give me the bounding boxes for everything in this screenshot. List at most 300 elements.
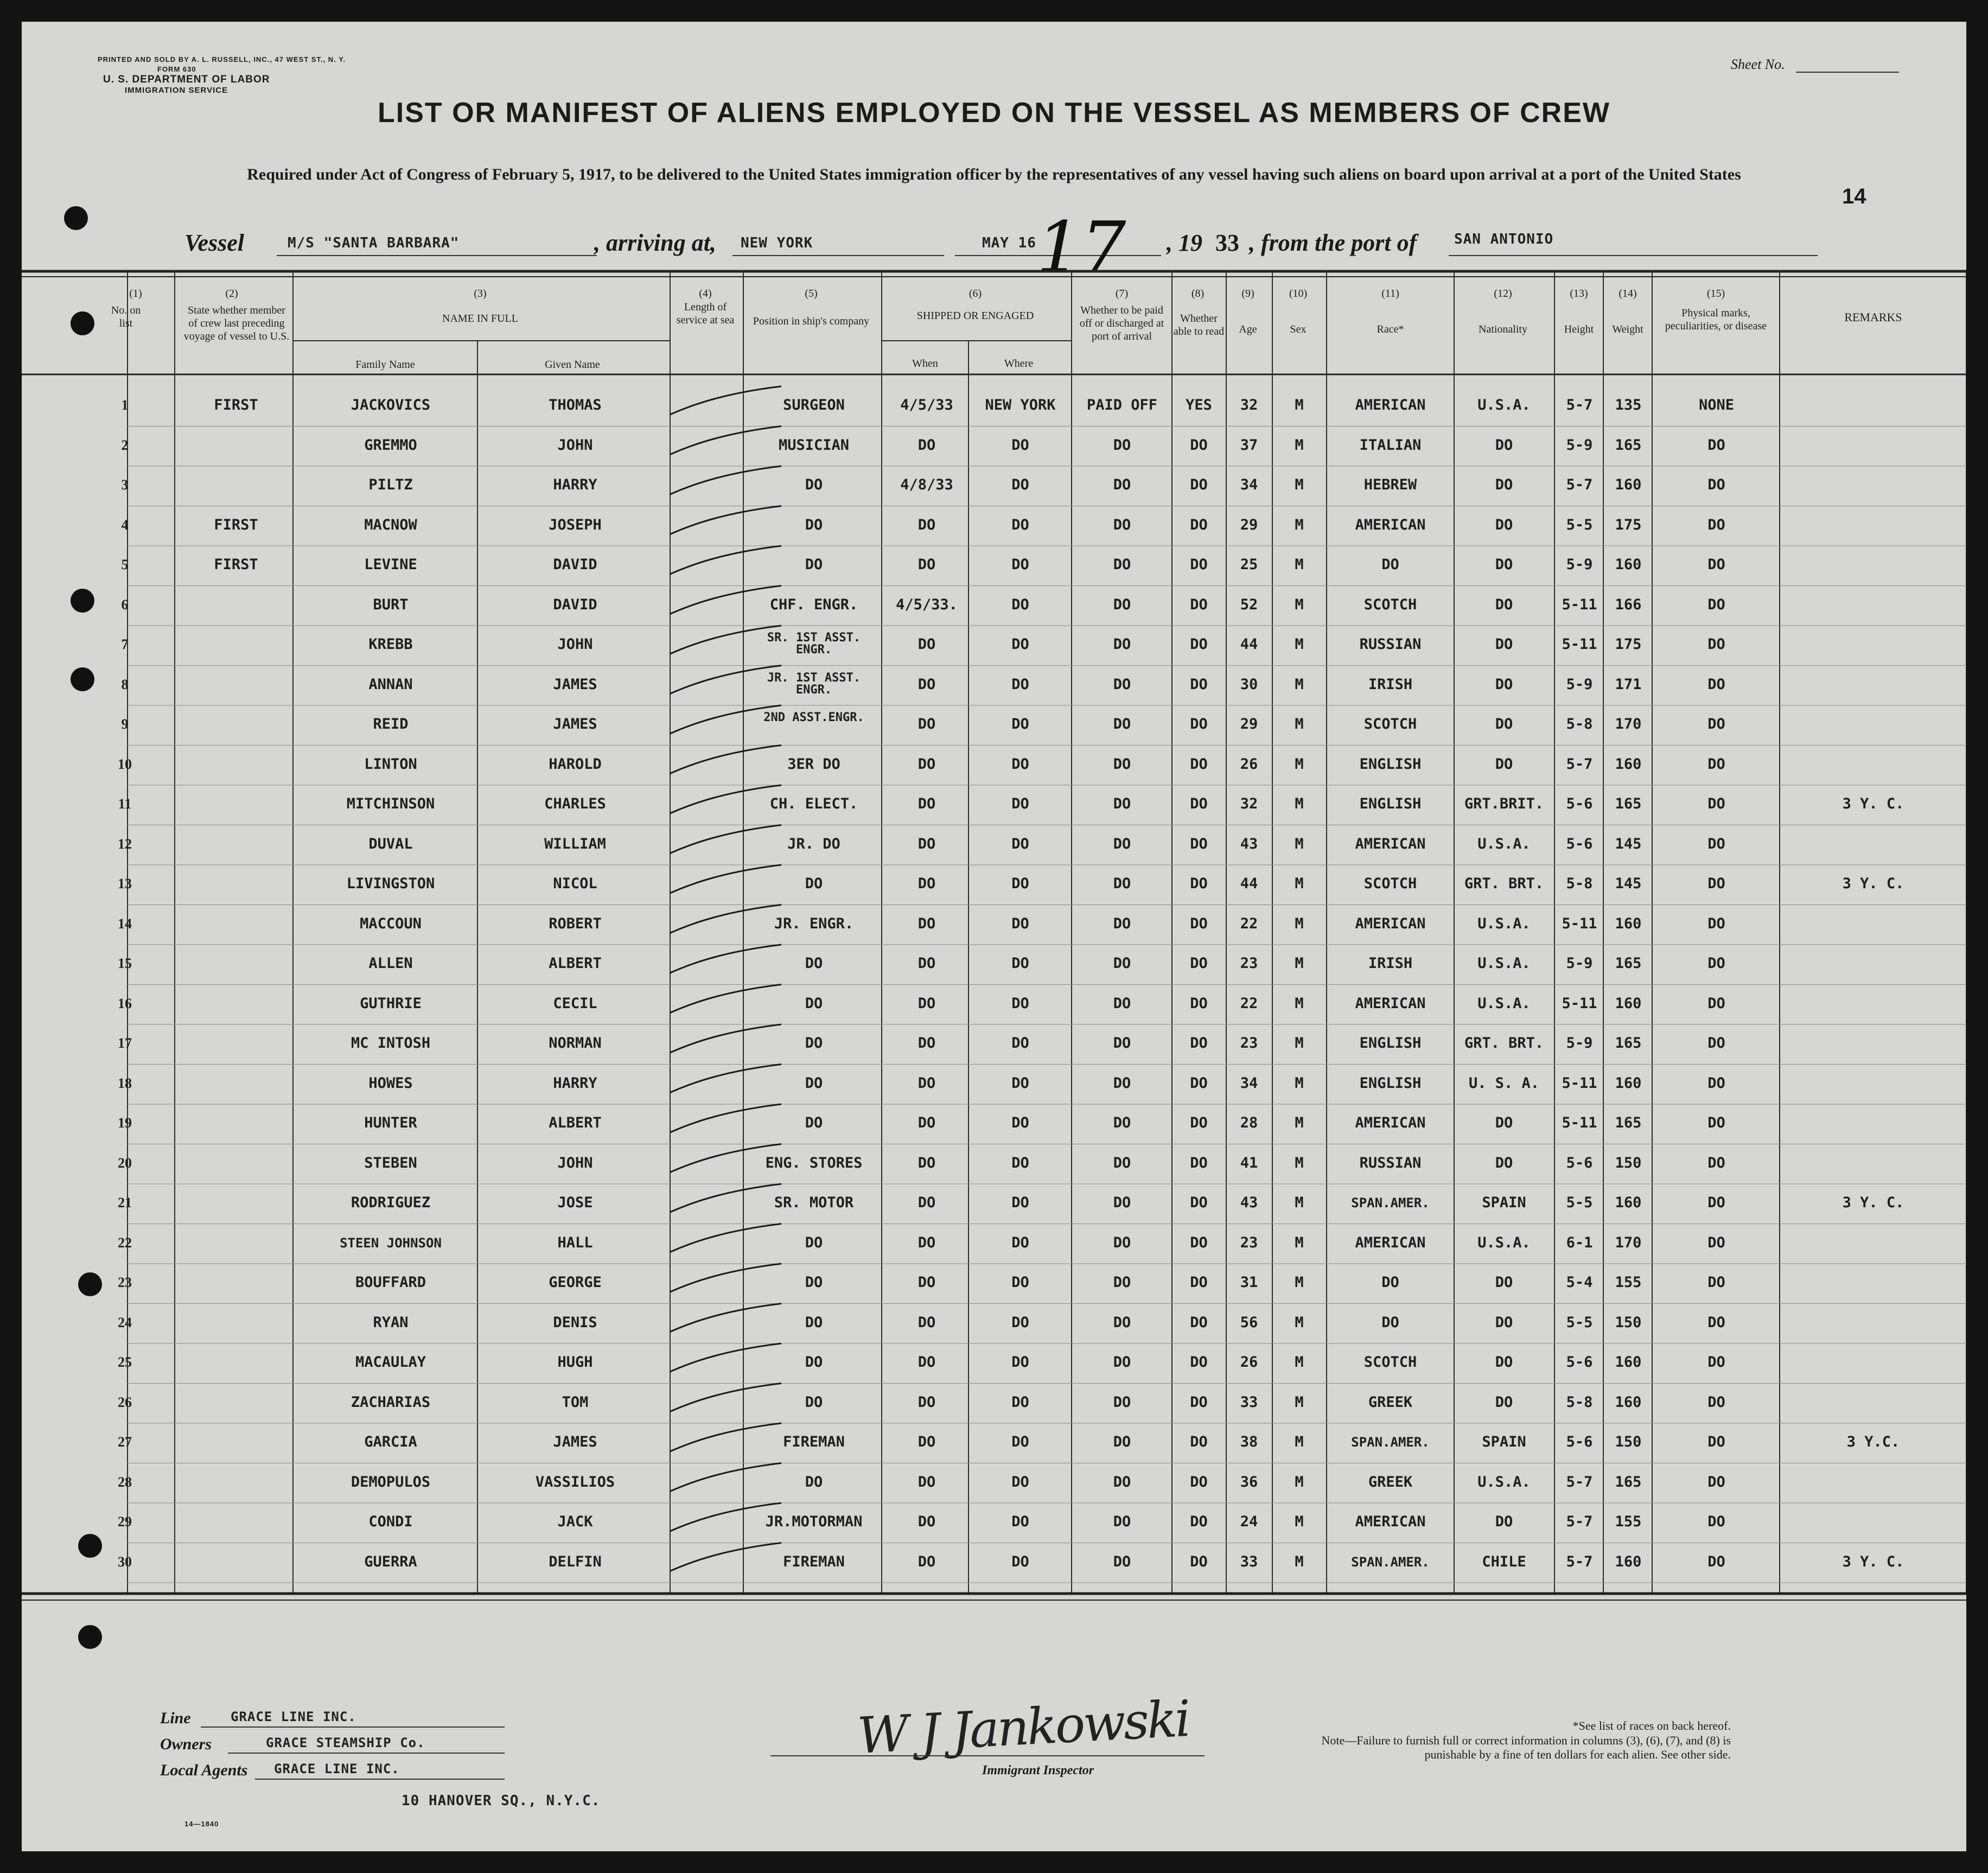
row-age: 23	[1240, 955, 1258, 972]
row-read: DO	[1190, 716, 1208, 732]
row-position: CHF. ENGR.	[769, 596, 858, 613]
row-physical-marks: DO	[1707, 556, 1725, 573]
row-paid-off: DO	[1113, 436, 1131, 454]
row-race: SCOTCH	[1363, 716, 1417, 732]
row-family-name: ALLEN	[368, 955, 413, 972]
row-family-name: STEBEN	[364, 1154, 417, 1171]
row-paid-off: DO	[1113, 1194, 1131, 1211]
row-sex: M	[1295, 1434, 1304, 1450]
row-nationality: U.S.A.	[1477, 995, 1531, 1012]
row-sex: M	[1295, 476, 1304, 493]
header-height: Height	[1564, 323, 1594, 335]
row-shipped-where: DO	[1011, 995, 1029, 1012]
row-age: 32	[1240, 397, 1258, 413]
row-family-name: DUVAL	[368, 835, 413, 852]
row-position: SURGEON	[783, 397, 845, 413]
row-height: 5-5	[1566, 516, 1593, 533]
row-physical-marks: DO	[1707, 636, 1725, 653]
row-height: 5-6	[1566, 1354, 1593, 1371]
row-shipped-where: DO	[1011, 755, 1029, 773]
row-physical-marks: DO	[1707, 436, 1725, 454]
row-position: DO	[805, 995, 823, 1012]
row-given-name: JOHN	[557, 636, 593, 653]
row-nationality: U.S.A.	[1477, 1473, 1531, 1490]
vessel-name: M/S "SANTA BARBARA"	[288, 235, 460, 251]
owners-value: GRACE STEAMSHIP Co.	[266, 1735, 425, 1750]
row-weight: 171	[1615, 676, 1642, 693]
row-paid-off: DO	[1113, 716, 1131, 732]
row-height: 5-7	[1566, 755, 1593, 773]
row-race: ENGLISH	[1359, 1074, 1422, 1092]
row-race: IRISH	[1368, 955, 1413, 972]
row-shipped-where: NEW YORK	[985, 397, 1056, 413]
row-weight: 160	[1615, 915, 1642, 932]
row-given-name: JOSE	[557, 1194, 593, 1211]
row-age: 25	[1240, 556, 1258, 573]
row-sex: M	[1295, 1274, 1304, 1291]
row-number: 2	[121, 437, 129, 453]
row-read: DO	[1190, 636, 1208, 653]
row-weight: 160	[1615, 1194, 1642, 1211]
row-age: 22	[1240, 915, 1258, 932]
row-shipped-where: DO	[1011, 1553, 1029, 1570]
row-shipped-when: DO	[917, 1513, 936, 1530]
row-shipped-where: DO	[1011, 676, 1029, 693]
row-sex: M	[1295, 397, 1304, 413]
row-shipped-when: DO	[917, 636, 936, 653]
row-shipped-when: DO	[917, 436, 936, 454]
row-shipped-when: DO	[917, 1553, 936, 1570]
row-physical-marks: DO	[1707, 676, 1725, 693]
row-paid-off: DO	[1113, 955, 1131, 972]
row-paid-off: DO	[1113, 1154, 1131, 1171]
row-nationality: DO	[1495, 476, 1513, 493]
row-position: JR.MOTORMAN	[765, 1513, 863, 1530]
row-shipped-where: DO	[1011, 556, 1029, 573]
row-paid-off: DO	[1113, 476, 1131, 493]
row-weight: 160	[1615, 1393, 1642, 1411]
row-age: 24	[1240, 1513, 1258, 1530]
row-physical-marks: DO	[1707, 1553, 1725, 1570]
inspector-signature-line	[770, 1755, 1205, 1756]
row-position: ENG. STORES	[765, 1154, 863, 1171]
header-shipped: SHIPPED OR ENGAGED	[916, 310, 1034, 322]
row-age: 22	[1240, 995, 1258, 1012]
row-shipped-when: DO	[917, 676, 936, 693]
row-height: 5-6	[1566, 835, 1593, 852]
row-number: 11	[118, 796, 132, 812]
row-age: 32	[1240, 795, 1258, 812]
row-sex: M	[1295, 1354, 1304, 1371]
row-number: 3	[121, 477, 129, 493]
row-age: 52	[1240, 596, 1258, 613]
row-read: DO	[1190, 596, 1208, 613]
row-given-name: JAMES	[553, 1434, 597, 1450]
row-race: DO	[1381, 1314, 1399, 1331]
arrival-port: NEW YORK	[741, 235, 813, 251]
row-shipped-when: 4/5/33.	[896, 596, 958, 613]
row-paid-off: DO	[1113, 1234, 1131, 1251]
row-sex: M	[1295, 676, 1304, 693]
row-given-name: JOHN	[557, 1154, 593, 1171]
header-state: State whether member of crew last preceding voyage of vessel to U.S.	[183, 304, 290, 342]
row-paid-off: DO	[1113, 1354, 1131, 1371]
row-nationality: CHILE	[1482, 1553, 1526, 1570]
row-height: 5-9	[1566, 1035, 1593, 1052]
row-age: 26	[1240, 1354, 1258, 1371]
header-no: No. on list	[111, 304, 141, 329]
row-sex: M	[1295, 1314, 1304, 1331]
colnum-12: (12)	[1494, 288, 1512, 300]
row-shipped-where: DO	[1011, 1274, 1029, 1291]
row-read: DO	[1190, 436, 1208, 454]
row-shipped-when: DO	[917, 1074, 936, 1092]
row-position: FIREMAN	[783, 1434, 845, 1450]
row-nationality: DO	[1495, 596, 1513, 613]
row-sex: M	[1295, 795, 1304, 812]
penalty-note: Note—Failure to furnish full or correct information in columns (3), (6), (7), and (8) is punishable by a fine of ten dollars for each alien. See other side.	[1321, 1734, 1731, 1761]
row-race: GREEK	[1368, 1473, 1413, 1490]
row-race: ENGLISH	[1359, 1035, 1422, 1052]
departure-port: SAN ANTONIO	[1454, 231, 1554, 247]
row-race: AMERICAN	[1355, 397, 1426, 413]
row-number: 19	[118, 1115, 132, 1131]
row-remarks: 3 Y. C.	[1842, 875, 1904, 892]
row-weight: 170	[1615, 1234, 1642, 1251]
row-read: YES	[1186, 397, 1212, 413]
row-family-name: CONDI	[368, 1513, 413, 1530]
row-sex: M	[1295, 1035, 1304, 1052]
row-height: 5-7	[1566, 397, 1593, 413]
row-height: 5-8	[1566, 1393, 1593, 1411]
row-position: DO	[805, 516, 823, 533]
row-sex: M	[1295, 1393, 1304, 1411]
row-number: 24	[118, 1314, 132, 1330]
form-number: FORM 630	[157, 65, 196, 73]
row-weight: 165	[1615, 436, 1642, 454]
row-race: AMERICAN	[1355, 1234, 1426, 1251]
row-shipped-where: DO	[1011, 516, 1029, 533]
row-remarks: 3 Y. C.	[1842, 1194, 1904, 1211]
row-family-name: STEEN JOHNSON	[340, 1235, 442, 1251]
form-code: 14—1840	[184, 1820, 219, 1828]
header-marks: Physical marks, peculiarities, or disease	[1665, 307, 1767, 332]
row-age: 26	[1240, 755, 1258, 773]
row-given-name: THOMAS	[549, 397, 602, 413]
row-weight: 145	[1615, 875, 1642, 892]
row-paid-off: DO	[1113, 1114, 1131, 1131]
colnum-9: (9)	[1241, 288, 1254, 300]
row-position: CH. ELECT.	[769, 795, 858, 812]
colnum-15: (15)	[1706, 288, 1725, 300]
row-given-name: ALBERT	[549, 955, 602, 972]
service-label: IMMIGRATION SERVICE	[125, 86, 228, 95]
row-shipped-when: DO	[917, 1194, 936, 1211]
row-position: DO	[805, 1234, 823, 1251]
row-physical-marks: DO	[1707, 995, 1725, 1012]
row-race: AMERICAN	[1355, 1114, 1426, 1131]
row-shipped-where: DO	[1011, 1154, 1029, 1171]
row-number: 15	[118, 955, 132, 971]
row-number: 23	[118, 1275, 132, 1290]
row-read: DO	[1190, 556, 1208, 573]
row-read: DO	[1190, 1074, 1208, 1092]
row-nationality: DO	[1495, 516, 1513, 533]
colnum-11: (11)	[1381, 288, 1399, 300]
row-physical-marks: DO	[1707, 1473, 1725, 1490]
row-position: DO	[805, 875, 823, 892]
row-paid-off: DO	[1113, 676, 1131, 693]
row-paid-off: DO	[1113, 1074, 1131, 1092]
row-number: 29	[118, 1514, 132, 1530]
row-race: AMERICAN	[1355, 1513, 1426, 1530]
row-nationality: DO	[1495, 1513, 1513, 1530]
row-state: FIRST	[214, 397, 258, 413]
row-physical-marks: DO	[1707, 1035, 1725, 1052]
row-number: 6	[121, 596, 129, 613]
row-height: 5-9	[1566, 436, 1593, 454]
row-family-name: JACKOVICS	[351, 397, 431, 413]
row-given-name: VASSILIOS	[535, 1473, 615, 1490]
row-given-name: TOM	[562, 1393, 589, 1411]
row-shipped-where: DO	[1011, 596, 1029, 613]
row-family-name: REID	[373, 716, 409, 732]
row-nationality: GRT. BRT.	[1464, 875, 1544, 892]
inspector-label: Immigrant Inspector	[982, 1763, 1094, 1778]
row-number: 13	[118, 876, 132, 891]
row-race: IRISH	[1368, 676, 1413, 693]
row-position: SR. MOTOR	[774, 1194, 854, 1211]
row-read: DO	[1190, 1274, 1208, 1291]
row-sex: M	[1295, 875, 1304, 892]
row-nationality: U.S.A.	[1477, 397, 1531, 413]
row-sex: M	[1295, 1114, 1304, 1131]
header-name: NAME IN FULL	[442, 313, 518, 324]
row-physical-marks: DO	[1707, 1154, 1725, 1171]
row-race: ENGLISH	[1359, 755, 1422, 773]
row-shipped-when: DO	[917, 1473, 936, 1490]
row-height: 5-9	[1566, 955, 1593, 972]
row-shipped-when: DO	[917, 1434, 936, 1450]
row-physical-marks: DO	[1707, 1114, 1725, 1131]
row-given-name: JOSEPH	[549, 516, 602, 533]
row-shipped-where: DO	[1011, 1234, 1029, 1251]
row-number: 8	[121, 676, 129, 692]
row-height: 5-8	[1566, 716, 1593, 732]
row-family-name: KREBB	[368, 636, 413, 653]
row-weight: 135	[1615, 397, 1642, 413]
races-note: *See list of races on back hereof.	[1572, 1719, 1731, 1732]
row-given-name: HARRY	[553, 1074, 597, 1092]
row-position: DO	[805, 1035, 823, 1052]
from-port-label: , from the port of	[1249, 230, 1417, 256]
row-weight: 175	[1615, 636, 1642, 653]
row-weight: 165	[1615, 955, 1642, 972]
row-height: 5-11	[1562, 596, 1597, 613]
row-physical-marks: DO	[1707, 1274, 1725, 1291]
row-age: 34	[1240, 1074, 1258, 1092]
row-number: 22	[118, 1234, 132, 1251]
row-family-name: DEMOPULOS	[351, 1473, 431, 1490]
row-paid-off: DO	[1113, 1274, 1131, 1291]
header-family: Family Name	[355, 359, 415, 371]
row-paid-off: DO	[1113, 1434, 1131, 1450]
row-read: DO	[1190, 676, 1208, 693]
row-paid-off: DO	[1113, 1035, 1131, 1052]
arrival-date: MAY 16	[982, 235, 1036, 251]
row-family-name: RYAN	[373, 1314, 409, 1331]
row-weight: 166	[1615, 596, 1642, 613]
row-read: DO	[1190, 516, 1208, 533]
row-shipped-where: DO	[1011, 476, 1029, 493]
row-sex: M	[1295, 596, 1304, 613]
row-position: FIREMAN	[783, 1553, 845, 1570]
row-physical-marks: DO	[1707, 1314, 1725, 1331]
row-race: SCOTCH	[1363, 1354, 1417, 1371]
row-read: DO	[1190, 875, 1208, 892]
row-read: DO	[1190, 1473, 1208, 1490]
row-read: DO	[1190, 1354, 1208, 1371]
row-given-name: JACK	[557, 1513, 593, 1530]
row-nationality: DO	[1495, 1314, 1513, 1331]
row-shipped-when: DO	[917, 1314, 936, 1331]
row-physical-marks: DO	[1707, 1234, 1725, 1251]
year-label: , 19	[1167, 230, 1202, 256]
row-race: SPAN.AMER.	[1351, 1554, 1430, 1570]
row-race: DO	[1381, 556, 1399, 573]
row-shipped-where: DO	[1011, 835, 1029, 852]
manifest-title: LIST OR MANIFEST OF ALIENS EMPLOYED ON THE VESSEL AS MEMBERS OF CREW	[378, 97, 1610, 129]
colnum-5: (5)	[805, 288, 818, 300]
row-number: 12	[118, 836, 132, 852]
row-number: 9	[121, 716, 129, 732]
row-number: 16	[118, 995, 132, 1011]
row-height: 5-5	[1566, 1194, 1593, 1211]
row-physical-marks: DO	[1707, 476, 1725, 493]
row-shipped-when: DO	[917, 1154, 936, 1171]
row-sex: M	[1295, 436, 1304, 454]
row-height: 5-8	[1566, 875, 1593, 892]
row-physical-marks: DO	[1707, 1434, 1725, 1450]
line-value: GRACE LINE INC.	[231, 1709, 356, 1724]
row-remarks: 3 Y.C.	[1846, 1434, 1900, 1450]
row-age: 29	[1240, 516, 1258, 533]
row-height: 5-7	[1566, 476, 1593, 493]
colnum-4: (4)	[699, 288, 712, 300]
row-position: JR. ENGR.	[774, 915, 854, 932]
header-position: Position in ship's company	[753, 315, 870, 327]
line-label: Line	[160, 1709, 191, 1727]
row-position: DO	[805, 1074, 823, 1092]
row-number: 5	[121, 557, 129, 572]
row-given-name: DAVID	[553, 596, 597, 613]
row-shipped-where: DO	[1011, 436, 1029, 454]
colnum-8: (8)	[1191, 288, 1205, 300]
arriving-label: , arriving at,	[594, 230, 716, 256]
row-nationality: DO	[1495, 1114, 1513, 1131]
header-length: Length of service at sea	[676, 301, 735, 326]
row-given-name: JOHN	[557, 436, 593, 454]
row-family-name: GUTHRIE	[360, 995, 422, 1012]
row-physical-marks: DO	[1707, 1194, 1725, 1211]
row-family-name: BURT	[373, 596, 409, 613]
row-number: 26	[118, 1394, 132, 1410]
row-given-name: DAVID	[553, 556, 597, 573]
row-number: 30	[118, 1553, 132, 1570]
header-paid: Whether to be paid off or discharged at port of arrival	[1079, 304, 1164, 342]
row-given-name: NICOL	[553, 875, 597, 892]
row-age: 34	[1240, 476, 1258, 493]
date-correction-handwritten: 17	[1036, 206, 1126, 289]
row-number: 17	[118, 1035, 132, 1051]
row-weight: 155	[1615, 1513, 1642, 1530]
row-nationality: DO	[1495, 676, 1513, 693]
row-given-name: ROBERT	[549, 915, 602, 932]
row-family-name: GARCIA	[364, 1434, 417, 1450]
row-given-name: GEORGE	[549, 1274, 602, 1291]
row-physical-marks: DO	[1707, 915, 1725, 932]
header-given: Given Name	[545, 359, 600, 371]
row-shipped-when: DO	[917, 1354, 936, 1371]
row-sex: M	[1295, 516, 1304, 533]
row-paid-off: DO	[1113, 636, 1131, 653]
row-weight: 160	[1615, 995, 1642, 1012]
row-nationality: DO	[1495, 1154, 1513, 1171]
row-weight: 150	[1615, 1314, 1642, 1331]
row-given-name: WILLIAM	[544, 835, 606, 852]
row-age: 28	[1240, 1114, 1258, 1131]
header-read: Whether able to read	[1173, 313, 1225, 337]
row-age: 31	[1240, 1274, 1258, 1291]
row-physical-marks: DO	[1707, 1074, 1725, 1092]
row-number: 18	[118, 1075, 132, 1091]
row-nationality: GRT. BRT.	[1464, 1035, 1544, 1052]
header-remarks: REMARKS	[1844, 310, 1902, 324]
row-paid-off: DO	[1113, 1393, 1131, 1411]
row-read: DO	[1190, 1553, 1208, 1570]
row-shipped-where: DO	[1011, 1354, 1029, 1371]
row-shipped-when: DO	[917, 1234, 936, 1251]
row-physical-marks: DO	[1707, 596, 1725, 613]
row-height: 5-11	[1562, 995, 1597, 1012]
row-shipped-when: DO	[917, 1274, 936, 1291]
row-family-name: ZACHARIAS	[351, 1393, 431, 1411]
row-weight: 160	[1615, 1354, 1642, 1371]
row-family-name: MC INTOSH	[351, 1035, 431, 1052]
row-height: 5-9	[1566, 676, 1593, 693]
row-position: 3ER DO	[787, 755, 840, 773]
row-race: SPAN.AMER.	[1351, 1195, 1430, 1211]
row-nationality: U.S.A.	[1477, 915, 1531, 932]
row-shipped-when: DO	[917, 1114, 936, 1131]
row-age: 43	[1240, 835, 1258, 852]
row-age: 30	[1240, 676, 1258, 693]
row-given-name: HUGH	[557, 1354, 593, 1371]
row-read: DO	[1190, 476, 1208, 493]
row-family-name: GREMMO	[364, 436, 417, 454]
row-age: 37	[1240, 436, 1258, 454]
page-number: 14	[1842, 184, 1866, 208]
row-shipped-when: DO	[917, 795, 936, 812]
row-height: 5-6	[1566, 1154, 1593, 1171]
row-height: 5-11	[1562, 636, 1597, 653]
row-age: 38	[1240, 1434, 1258, 1450]
manifest-subtitle: Required under Act of Congress of February 5, 1917, to be delivered to the United States immigration officer by the representatives of any vessel having such aliens on board upon arrival at a port of the United States	[247, 165, 1741, 183]
agents-address: 10 HANOVER SQ., N.Y.C.	[402, 1793, 601, 1809]
row-position: DO	[805, 1274, 823, 1291]
row-read: DO	[1190, 915, 1208, 932]
row-given-name: CHARLES	[544, 795, 606, 812]
